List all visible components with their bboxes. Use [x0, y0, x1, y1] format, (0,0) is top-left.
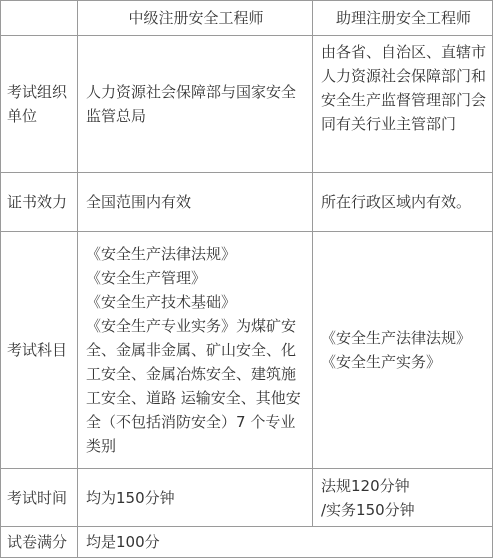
cell-subjects-assistant	[313, 232, 493, 469]
row-subjects	[1, 232, 493, 469]
row-label-validity: 证书效力	[1, 173, 78, 232]
row-label-duration: 考试时间	[1, 469, 78, 527]
cell-validity-assistant: 所在行政区域内有效。	[313, 173, 493, 232]
subject-item: 《安全生产法律法规》	[86, 245, 237, 263]
subject-item: 《安全生产管理》	[86, 269, 207, 287]
cell-subjects-intermediate	[78, 232, 313, 469]
row-label-full-score: 试卷满分	[1, 527, 78, 558]
row-label-organizer: 考试组织单位	[1, 36, 78, 173]
subject-item: 《安全生产技术基础》	[86, 293, 237, 311]
header-row	[1, 1, 493, 36]
row-validity	[1, 173, 493, 232]
row-organizer	[1, 36, 493, 173]
duration-line: /实务150分钟	[321, 500, 415, 519]
header-intermediate: 中级注册安全工程师	[78, 1, 313, 36]
cell-organizer-assistant: 由各省、自治区、直辖市人力资源社会保障部门和安全生产监督管理部门会同有关行业主管部门	[313, 36, 493, 173]
header-assistant: 助理注册安全工程师	[313, 1, 493, 36]
subject-item: 《安全生产专业实务》为煤矿安全、金属非金属、矿山安全、化工安全、金属冶炼安全、建筑施工安全、道路 运输安全、其他安全（不包括消防安全）7 个专业类别	[86, 317, 301, 455]
subject-item: 《安全生产法律法规》	[321, 329, 472, 347]
cell-organizer-intermediate: 人力资源社会保障部与国家安全监管总局	[78, 36, 313, 173]
row-full-score	[1, 527, 493, 558]
cell-duration-intermediate: 均为150分钟	[78, 469, 313, 527]
header-empty-cell	[1, 1, 78, 36]
row-duration	[1, 469, 493, 527]
subject-item: 《安全生产实务》	[321, 353, 442, 371]
cell-duration-assistant	[313, 469, 493, 527]
cell-full-score: 均是100分	[78, 527, 493, 558]
duration-line: 法规120分钟	[321, 476, 410, 495]
cell-validity-intermediate: 全国范围内有效	[78, 173, 313, 232]
row-label-subjects: 考试科目	[1, 232, 78, 469]
